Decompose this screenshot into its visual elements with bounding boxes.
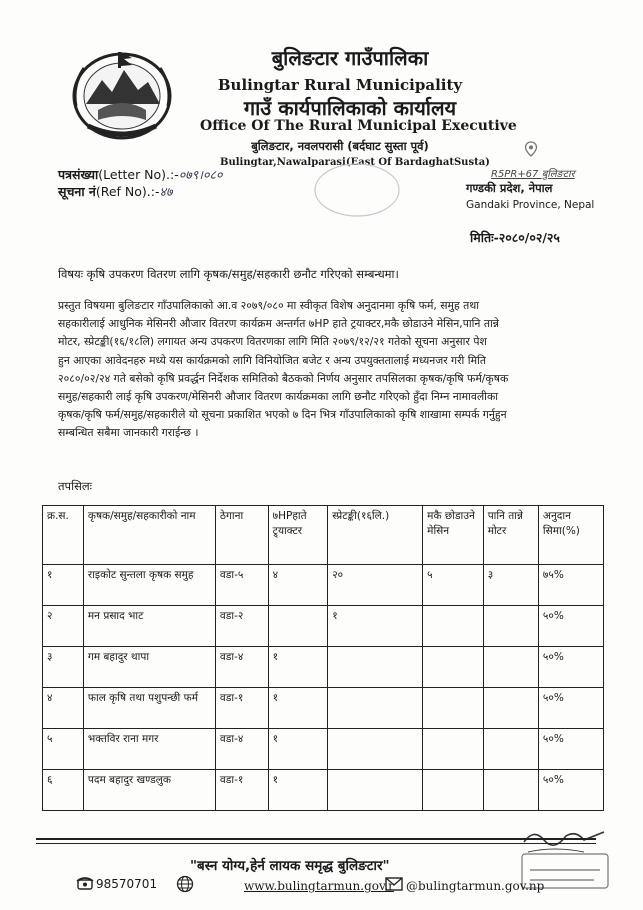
cell-water-pump: [483, 770, 538, 811]
cell-name: राइकोट सुन्तला कृषक समुह: [83, 565, 215, 606]
cell-address: वडा-४: [215, 729, 268, 770]
globe-icon: [176, 875, 194, 893]
location-pin-icon: [524, 141, 538, 157]
table-row: [43, 647, 604, 688]
municipality-name-np: बुलिङटार गाउँपालिका: [271, 46, 429, 70]
cell-corn-sheller: [423, 688, 484, 729]
reference-number-label: सूचना नं: [58, 184, 96, 199]
letter-number-label: पत्रसंख्या: [58, 167, 99, 182]
cell-spray-tank: [328, 647, 423, 688]
cell-serial: ५: [43, 729, 84, 770]
reference-number-label-en: (Ref No).:-: [95, 184, 160, 199]
header-name: कृषक/समुह/सहकारीको नाम: [83, 506, 215, 565]
cell-tractor: १: [268, 770, 328, 811]
table-row: [43, 565, 604, 606]
header-water-pump: पानि तान्ने मोटर: [483, 506, 538, 565]
cell-serial: १: [43, 565, 84, 606]
cell-tractor: १: [268, 647, 328, 688]
table-row: [43, 688, 604, 729]
letter-body: [58, 297, 606, 443]
beneficiary-table: [42, 505, 604, 811]
office-address-en: Bulingtar,Nawalparasi(East Of BardaghatSusta): [220, 157, 490, 168]
office-name-np: गाउँ कार्यपालिकाको कार्यालय: [243, 96, 457, 120]
letter-subject: विषयः कृषि उपकरण वितरण लागि कृषक/समुह/सहकारी छनौट गरिएको सम्बन्धमा।: [58, 267, 399, 281]
office-name-en: Office Of The Rural Municipal Executive: [200, 118, 517, 134]
cell-water-pump: ३: [483, 565, 538, 606]
header-tractor: ७HPहाते ट्र्याक्टर: [268, 506, 328, 565]
letter-number-value: ०७९।०८०: [178, 167, 223, 182]
body-line: सहकारीलाई आधुनिक मेसिनरी औजार वितरण कार्यक्रम अन्तर्गत ७HP हाते ट्रयाक्टर,मकै छोडाउने मेसिन,पानि तान्ने: [58, 317, 499, 331]
cell-subsidy: ५०%: [538, 770, 603, 811]
cell-water-pump: [483, 729, 538, 770]
cell-serial: ३: [43, 647, 84, 688]
cell-name: भक्तविर राना मगर: [83, 729, 215, 770]
cell-tractor: ४: [268, 565, 328, 606]
cell-corn-sheller: ५: [423, 565, 484, 606]
body-line: प्रस्तुत विषयमा बुलिङटार गाँउपालिकाको आ.व २०७९/०८० मा स्वीकृत विशेष अनुदानमा कृषि फर्म, समुह तथा: [58, 299, 480, 312]
cell-name: पदम बहादुर खण्डलुक: [83, 770, 215, 811]
cell-corn-sheller: [423, 647, 484, 688]
footer-website: www.bulingtarmun.gov.r: [244, 879, 394, 893]
body-line: २०८०/०२/२४ गते बसेको कृषि प्रवर्द्धन निर्देशक समितिको बैठकको निर्णय अनुसार तपसिलका कृषक/कृषि फर्म/कृषक: [58, 371, 509, 385]
cell-serial: २: [43, 606, 84, 647]
faint-stamp-icon: [312, 160, 402, 220]
cell-spray-tank: [328, 729, 423, 770]
cell-spray-tank: [328, 688, 423, 729]
plus-code: R5PR+67 बुलिङटार: [491, 169, 575, 180]
footer-phone: 98570701: [96, 877, 158, 891]
cell-address: वडा-४: [215, 647, 268, 688]
footer-divider: [36, 838, 596, 840]
reference-number: [58, 183, 173, 200]
cell-water-pump: [483, 647, 538, 688]
cell-tractor: १: [268, 688, 328, 729]
table-row: [43, 606, 604, 647]
cell-subsidy: ५०%: [538, 688, 603, 729]
cell-spray-tank: [328, 770, 423, 811]
cell-subsidy: ५०%: [538, 647, 603, 688]
cell-address: वडा-२: [215, 606, 268, 647]
header-spray-tank: स्प्रेटङ्की(१६लि.): [328, 506, 423, 565]
table-row: [43, 729, 604, 770]
cell-name: फाल कृषि तथा पशुपन्छी फर्म: [83, 688, 215, 729]
cell-name: गम बहादुर थापा: [83, 647, 215, 688]
cell-corn-sheller: [423, 770, 484, 811]
municipality-name-en: Bulingtar Rural Municipality: [217, 76, 463, 94]
letter-date: मितिः-२०८०/०२/२५: [470, 230, 560, 245]
body-line: कृषक/कृषि फर्म/समुह/सहकारीले यो सूचना प्रकाशित भएको ७ दिन भित्र गाँउपालिकाको कृषि शाखामा सम्पर्क गर्नुहुन: [58, 408, 507, 422]
header-corn-sheller: मकै छोडाउने मेसिन: [423, 506, 484, 565]
header-subsidy: अनुदान सिमा(%): [538, 506, 603, 565]
table-row: [43, 770, 604, 811]
cell-name: मन प्रसाद भाट: [83, 606, 215, 647]
cell-tractor: [268, 606, 328, 647]
footer-divider-thin: [36, 843, 596, 844]
schedule-label: तपसिलः: [58, 479, 92, 493]
cell-subsidy: ५०%: [538, 606, 603, 647]
phone-icon: [76, 876, 94, 890]
cell-subsidy: ७५%: [538, 565, 603, 606]
cell-address: वडा-१: [215, 688, 268, 729]
reference-number-value: ४७: [159, 184, 173, 199]
letter-number: [58, 166, 223, 183]
office-address-np: बुलिङटार, नवलपरासी (बर्दघाट सुस्ता पूर्व): [251, 139, 429, 153]
letter-number-label-en: (Letter No).:-: [98, 167, 179, 182]
cell-water-pump: [483, 688, 538, 729]
header-address: ठेगाना: [215, 506, 268, 565]
cell-subsidy: ५०%: [538, 729, 603, 770]
body-line: समुह/सहकारी लाई कृषि उपकरण/मेसिनरी औजार वितरण कार्यक्रमका लागि छनौट गरिएको हुँदा निम्न नामावलीका: [58, 390, 499, 404]
cell-corn-sheller: [423, 606, 484, 647]
cell-address: वडा-५: [215, 565, 268, 606]
cell-address: वडा-१: [215, 770, 268, 811]
table-header-row: [43, 506, 604, 565]
body-line: हुन आएका आवेदनहरु मध्ये यस कार्यक्रमको लागि विनियोजित बजेट र अन्य उपयुक्ततालाई मध्यनजर गरी मिति: [58, 353, 486, 367]
cell-spray-tank: २०: [328, 565, 423, 606]
footer-email: @bulingtarmun.gov.np: [406, 879, 545, 893]
email-icon: [385, 877, 403, 891]
province-np: गण्डकी प्रदेश, नेपाल: [466, 181, 553, 195]
nepal-government-emblem-icon: [68, 46, 176, 142]
cell-spray-tank: १: [328, 606, 423, 647]
province-en: Gandaki Province, Nepal: [466, 199, 595, 211]
header-serial: क्र.स.: [43, 506, 84, 565]
body-line: मोटर, स्प्रेटङ्की(१६/१८लि) लगायत अन्य उपकरण वितरणका लागि मिति २०७९/१२/२१ गतेको सूचना अनुसार पेश: [58, 335, 487, 349]
cell-tractor: १: [268, 729, 328, 770]
cell-water-pump: [483, 606, 538, 647]
footer-slogan: "बस्न योग्य,हेर्न लायक समृद्ध बुलिङटार": [190, 858, 390, 874]
cell-serial: ६: [43, 770, 84, 811]
body-line: सम्बन्धित सबैमा जानकारी गराईन्छ ।: [58, 426, 199, 440]
cell-serial: ४: [43, 688, 84, 729]
cell-corn-sheller: [423, 729, 484, 770]
